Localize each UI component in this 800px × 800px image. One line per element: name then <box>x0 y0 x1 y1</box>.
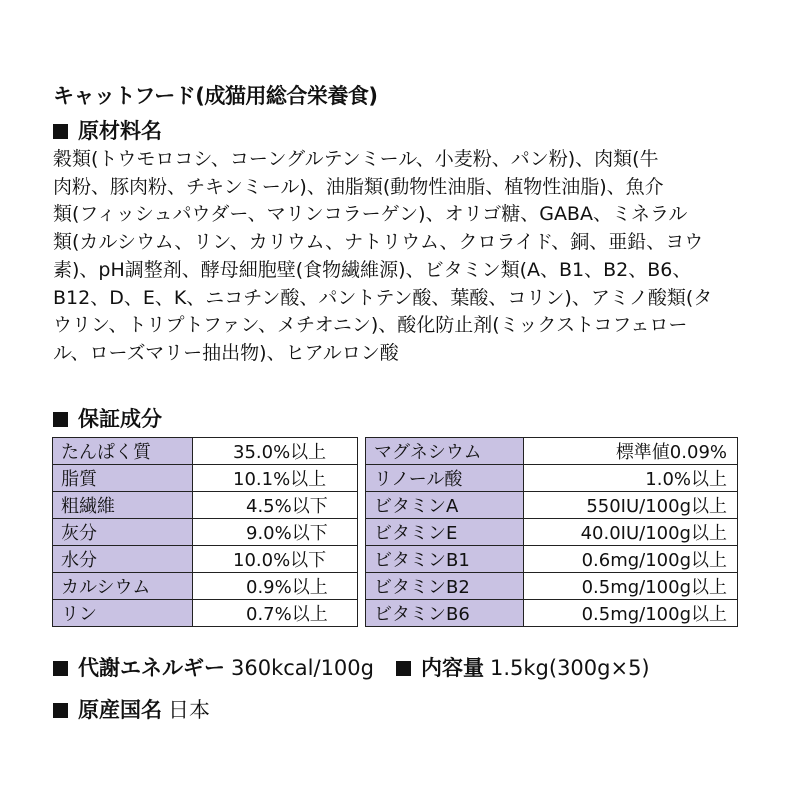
nutrient-name: リン <box>53 600 193 627</box>
ingredients-line: 類(フィッシュパウダー、マリンコラーゲン)、オリゴ糖、GABA、ミネラル <box>53 203 688 226</box>
product-title: キャットフード(成猫用総合栄養食) <box>53 84 378 108</box>
table-row <box>53 492 358 519</box>
ingredients-line: 類(カルシウム、リン、カリウム、ナトリウム、クロライド、銅、亜鉛、ヨウ <box>53 231 704 254</box>
nutrient-name: 粗繊維 <box>53 492 193 519</box>
nutrient-value: 4.5%以下 <box>193 492 358 519</box>
ingredients-line: B12、D、E、K、ニコチン酸、パントテン酸、葉酸、コリン)、アミノ酸類(タ <box>53 286 713 309</box>
nutrient-name: たんぱく質 <box>53 438 193 465</box>
content-value: 1.5kg(300g×5) <box>489 656 650 680</box>
nutrient-name: リノール酸 <box>366 465 524 492</box>
square-bullet-icon <box>53 703 68 718</box>
content-label: 内容量 <box>420 656 484 680</box>
nutrient-name: カルシウム <box>53 573 193 600</box>
nutrient-value: 0.5mg/100g以上 <box>524 573 738 600</box>
nutrient-value: 標準値0.09% <box>524 438 738 465</box>
nutrient-name: 水分 <box>53 546 193 573</box>
table-row <box>53 465 358 492</box>
ingredients-text <box>53 146 753 368</box>
nutrient-name: ビタミンB6 <box>366 600 524 627</box>
table-row <box>53 573 358 600</box>
nutrient-name: マグネシウム <box>366 438 524 465</box>
table-row <box>53 546 358 573</box>
ingredients-line: 素)、pH調整剤、酵母細胞壁(食物繊維源)、ビタミン類(A、B1、B2、B6、 <box>53 258 692 281</box>
nutrient-name: 灰分 <box>53 519 193 546</box>
nutrient-name: ビタミンE <box>366 519 524 546</box>
table-row <box>53 438 358 465</box>
ingredients-heading-text: 原材料名 <box>78 119 162 143</box>
origin-label: 原産国名 <box>78 698 162 722</box>
ingredients-line: 穀類(トウモロコシ、コーングルテンミール、小麦粉、パン粉)、肉類(牛 <box>53 148 659 170</box>
ingredients-line: ウリン、トリプトファン、メチオニン)、酸化防止剤(ミックストコフェロー <box>53 314 688 337</box>
guarantee-heading-text: 保証成分 <box>78 407 162 431</box>
nutrient-value: 0.5mg/100g以上 <box>524 600 738 627</box>
guarantee-table-left <box>52 437 358 627</box>
table-row <box>366 438 738 465</box>
energy-value: 360kcal/100g <box>231 656 374 680</box>
origin-value: 日本 <box>168 698 210 722</box>
nutrient-value: 0.7%以上 <box>193 600 358 627</box>
ingredients-line: 肉粉、豚肉粉、チキンミール)、油脂類(動物性油脂、植物性油脂)、魚介 <box>53 175 664 198</box>
nutrient-value: 10.0%以下 <box>193 546 358 573</box>
energy-label: 代謝エネルギー <box>78 656 225 680</box>
nutrient-value: 10.1%以上 <box>193 465 358 492</box>
nutrient-name: ビタミンB1 <box>366 546 524 573</box>
table-row <box>366 465 738 492</box>
nutrient-value: 550IU/100g以上 <box>524 492 738 519</box>
square-bullet-icon <box>396 661 411 676</box>
table-row <box>53 600 358 627</box>
nutrient-name: ビタミンB2 <box>366 573 524 600</box>
table-row <box>366 492 738 519</box>
table-row <box>366 600 738 627</box>
square-bullet-icon <box>53 412 68 427</box>
nutrient-name: 脂質 <box>53 465 193 492</box>
nutrient-value: 40.0IU/100g以上 <box>524 519 738 546</box>
nutrient-name: ビタミンA <box>366 492 524 519</box>
table-row <box>366 546 738 573</box>
nutrient-value: 0.9%以上 <box>193 573 358 600</box>
table-row <box>53 519 358 546</box>
square-bullet-icon <box>53 124 68 139</box>
nutrient-value: 35.0%以上 <box>193 438 358 465</box>
guarantee-heading <box>53 403 162 433</box>
table-row <box>366 573 738 600</box>
energy-content-line <box>53 652 650 682</box>
table-row <box>366 519 738 546</box>
origin-line <box>53 694 210 724</box>
nutrient-value: 0.6mg/100g以上 <box>524 546 738 573</box>
ingredients-line: ル、ローズマリー抽出物)、ヒアルロン酸 <box>53 341 399 364</box>
guarantee-table-right <box>365 437 738 627</box>
square-bullet-icon <box>53 661 68 676</box>
nutrient-value: 9.0%以下 <box>193 519 358 546</box>
ingredients-heading <box>53 115 162 145</box>
nutrient-value: 1.0%以上 <box>524 465 738 492</box>
